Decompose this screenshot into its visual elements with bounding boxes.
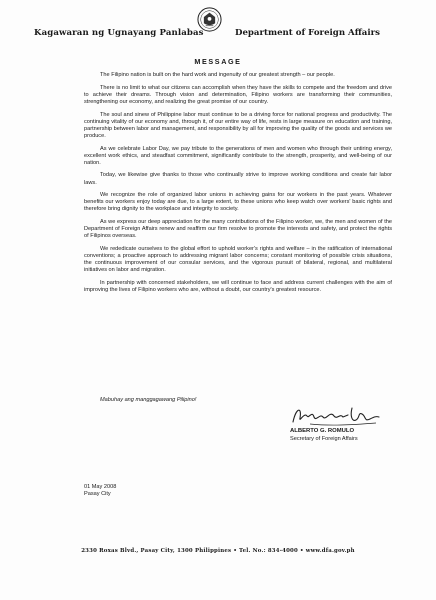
paragraph: The soul and sinew of Philippine labor must continue to be a driving force for national progress and productivity. The continuing vitality of our economy and, through it, of our entire way of life, rests in large measure on education and training, partnership between labor and management, and responsibility by all for improving the quality of the goods and services we produce. (84, 111, 392, 139)
paragraph: In partnership with concerned stakeholders, we will continue to face and address current challenges with the aim of improving the lives of Filipino workers who are, without a doubt, our country's greatest resource. (84, 279, 392, 293)
paragraph: Today, we likewise give thanks to those who continually strive to improve working conditions and create fair labor laws. (84, 172, 392, 186)
place-line: Pasay City (84, 491, 111, 498)
paragraph: The Filipino nation is built on the hard work and ingenuity of our greatest strength – our people. (100, 72, 335, 78)
date-line: 01 May 2008 (84, 484, 117, 490)
paragraph: There is no limit to what our citizens can accomplish when they have the skills to compete and the freedom and drive to achieve their dreams. Through vision and determination, Filipino workers are transforming their communities, strengthening our economy, and realizing the great promise of our country. (84, 84, 392, 105)
footer-address: 2330 Roxas Blvd., Pasay City, 1300 Philippines • Tel. No.: 834-4000 • www.dfa.gov.ph (81, 548, 355, 554)
message-body (84, 72, 392, 300)
department-name-english: Department of Foreign Affairs (235, 28, 380, 38)
paragraph: As we express our deep appreciation for the many contributions of the Filipino worker, we, the men and women of the Department of Foreign Affairs renew and reaffirm our firm resolve to promote the interests and safety, and protect the rights of Filipinos overseas. (84, 219, 392, 240)
message-title: MESSAGE (194, 57, 242, 66)
paragraph: We rededicate ourselves to the global effort to uphold worker's rights and welfare – in the ratification of international conventions; a proactive approach to addressing migrant labor concerns; constant monitoring of possible crisis situations, the continuous improvement of our consular services, and the vigorous pursuit of bilateral, regional, and multilateral initiatives on labor and migration. (84, 245, 392, 274)
paragraph: As we celebrate Labor Day, we pay tribute to the generations of men and women who through their untiring energy, excellent work ethics, and steadfast commitment, significantly contribute to the strength, prosperity, and well-being of our nation. (84, 145, 392, 166)
signer-title: Secretary of Foreign Affairs (290, 436, 358, 442)
date-block (84, 484, 116, 498)
paragraph: We recognize the role of organized labor unions in achieving gains for our workers in the past years. Whatever benefits our workers enjoy today are due, to a large extent, to these unions who keep watch over workers' basic rights and therefore bring dignity to the workplace and integrity to society. (84, 192, 392, 213)
closing-salutation: Mabuhay ang manggagawang Pilipino! (100, 397, 197, 403)
handwritten-signature (290, 404, 382, 428)
department-name-filipino: Kagawaran ng Ugnayang Panlabas (34, 28, 204, 38)
signer-name: ALBERTO G. ROMULO (290, 428, 355, 434)
